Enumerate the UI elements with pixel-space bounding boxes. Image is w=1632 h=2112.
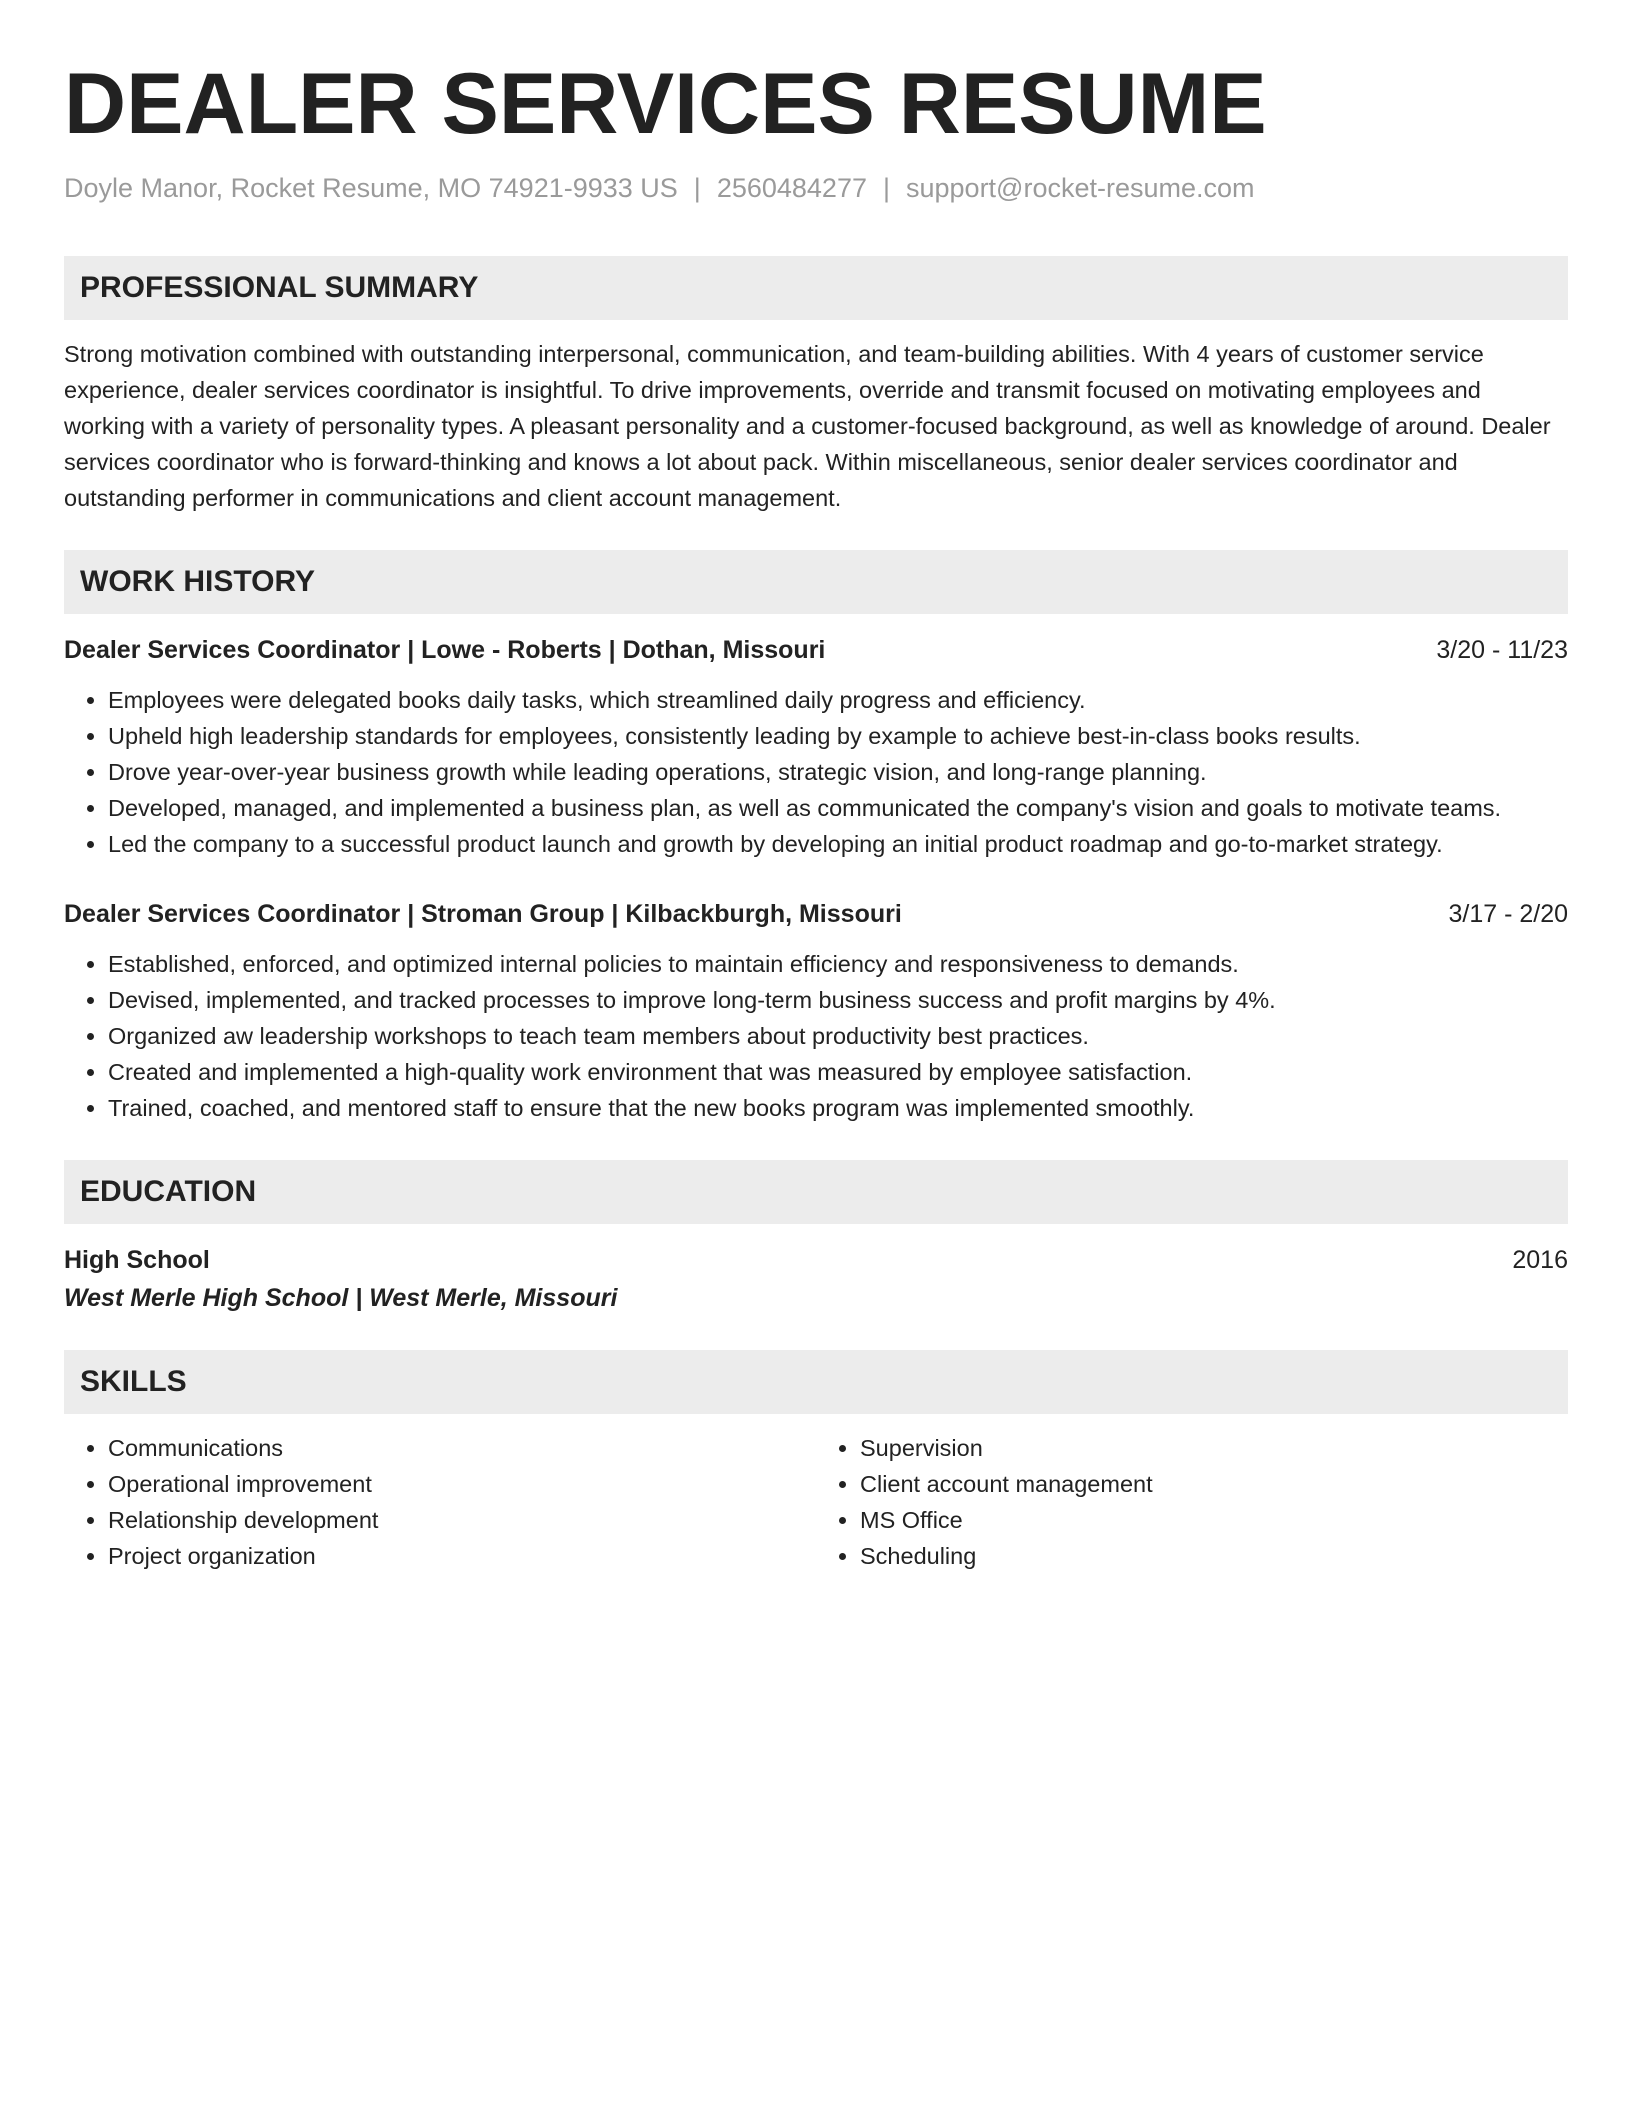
job-bullets [64,946,1568,1126]
skills-list [64,1430,1568,1574]
resume-title: DEALER SERVICES RESUME [64,56,1267,152]
education-year: 2016 [1512,1246,1568,1274]
job-dates: 3/20 - 11/23 [1436,636,1568,664]
summary-text: Strong motivation combined with outstanding interpersonal, communication, and team-building abilities. With 4 years of customer service experience, dealer services coordinator is insightful. To drive improvements, override and transmit focused on motivating employees and working with a variety of personality types. A pleasant personality and a customer-focused background, as well as knowledge of around. Dealer services coordinator who is forward-thinking and knows a lot about pack. Within miscellaneous, senior dealer services coordinator and outstanding performer in communications and client account management. [64,341,1551,511]
education-heading: EDUCATION [64,1160,1568,1224]
skill-item: • Client account management [860,1466,1568,1502]
job-bullet: • Employees were delegated books daily tasks, which streamlined daily progress and efficiency. [108,682,1568,718]
summary-heading: PROFESSIONAL SUMMARY [64,256,1568,320]
education-school: West Merle High School | West Merle, Missouri [64,1284,618,1312]
job-bullets [64,682,1568,862]
job-bullet: • Created and implemented a high-quality work environment that was measured by employee satisfaction. [108,1054,1568,1090]
contact-separator: | [693,173,701,203]
skill-item: • Communications [108,1430,816,1466]
job-entry [64,632,1568,862]
skills-column-left [64,1430,816,1574]
education-header [64,1242,1568,1278]
work-history-heading: WORK HISTORY [64,550,1568,614]
skill-item: • MS Office [860,1502,1568,1538]
job-bullet: • Led the company to a successful product launch and growth by developing an initial product roadmap and go-to-market strategy. [108,826,1568,862]
skill-item: • Scheduling [860,1538,1568,1574]
job-bullet: • Devised, implemented, and tracked processes to improve long-term business success and profit margins by 4%. [108,982,1568,1018]
contact-line [64,170,1568,206]
contact-separator: | [882,173,890,203]
job-entry [64,896,1568,1126]
job-title: Dealer Services Coordinator | Lowe - Roberts | Dothan, Missouri [64,636,826,664]
skills-heading: SKILLS [64,1350,1568,1414]
job-bullet: • Organized aw leadership workshops to teach team members about productivity best practices. [108,1018,1568,1054]
contact-phone: 2560484277 [716,173,867,203]
job-header [64,632,1568,668]
skills-column-right [816,1430,1568,1574]
skill-item: • Operational improvement [108,1466,816,1502]
contact-address: Doyle Manor, Rocket Resume, MO 74921-9933 US [64,173,678,203]
job-dates: 3/17 - 2/20 [1448,900,1568,928]
job-bullet: • Upheld high leadership standards for employees, consistently leading by example to achieve best-in-class books results. [108,718,1568,754]
job-bullet: • Established, enforced, and optimized internal policies to maintain efficiency and responsiveness to demands. [108,946,1568,982]
job-bullet: • Developed, managed, and implemented a business plan, as well as communicated the company's vision and goals to motivate teams. [108,790,1568,826]
job-bullet: • Trained, coached, and mentored staff to ensure that the new books program was implemented smoothly. [108,1090,1568,1126]
education-degree: High School [64,1246,210,1274]
skill-item: • Supervision [860,1430,1568,1466]
contact-email: support@rocket-resume.com [906,173,1255,203]
job-header [64,896,1568,932]
skill-item: • Relationship development [108,1502,816,1538]
job-title: Dealer Services Coordinator | Stroman Group | Kilbackburgh, Missouri [64,900,902,928]
job-bullet: • Drove year-over-year business growth while leading operations, strategic vision, and long-range planning. [108,754,1568,790]
skill-item: • Project organization [108,1538,816,1574]
